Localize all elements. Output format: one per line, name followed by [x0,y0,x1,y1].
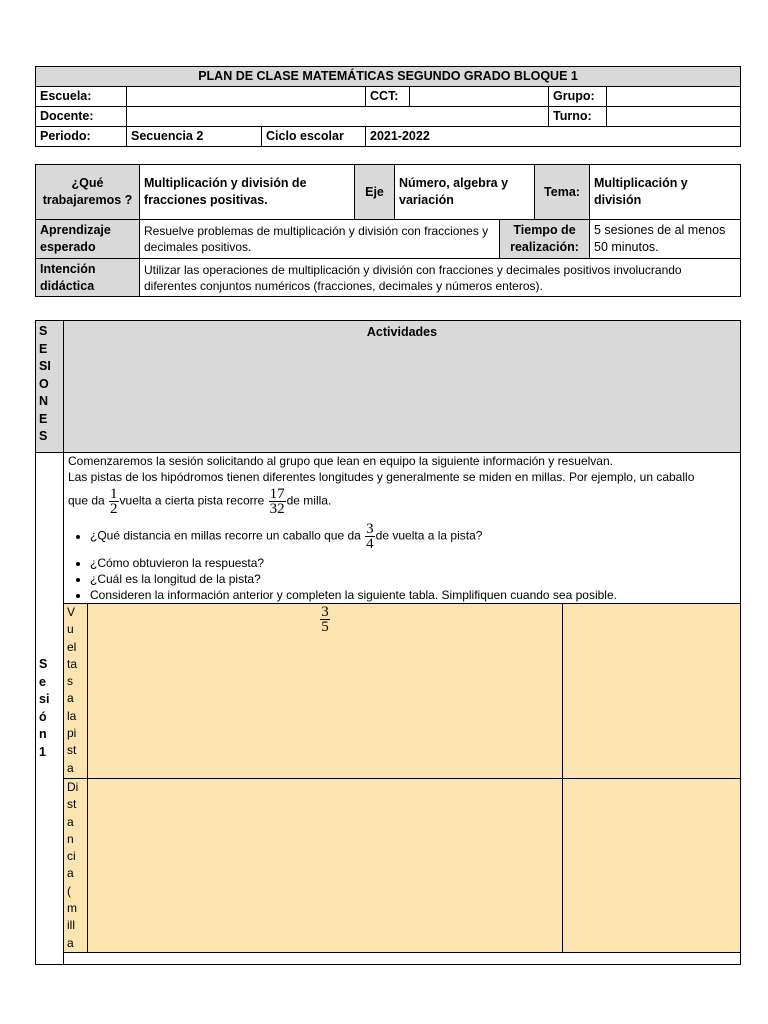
grupo-label: Grupo: [549,87,607,107]
vueltas-cell-1[interactable] [88,604,563,779]
ciclo-label: Ciclo escolar [262,127,366,147]
escuela-field[interactable] [127,87,366,107]
question-4: • Consideren la información anterior y completen la siguiente tabla. Simplifiquen cuando sea posible. [90,587,736,603]
intro-line-3: que da $\frac{1}{2}$ vuelta a cierta pista recorre $\frac{17}{32}$ de milla. [68,486,332,517]
tiempo-label: Tiempo de realización: [500,220,590,259]
periodo-value: Secuencia 2 [127,127,262,147]
docente-field[interactable] [127,107,549,127]
eje-value: Número, algebra y variación [395,165,535,220]
tiempo-value: 5 sesiones de al menos 50 minutos. [590,220,741,259]
que-label: ¿Qué trabajaremos ? [36,165,140,220]
question-1: • ¿Qué distancia en millas recorre un caballo que da $\frac{3}{4}$ de vuelta a la pista? [90,522,736,551]
intro-line-2: Las pistas de los hipódromos tienen diferentes longitudes y generalmente se miden en millas. Por ejemplo, un caballo [68,470,695,484]
intencion-label: Intención didáctica [36,259,140,297]
header-table [35,66,741,147]
docente-label: Docente: [36,107,127,127]
aprendizaje-label: Aprendizaje esperado [36,220,140,259]
turno-label: Turno: [549,107,607,127]
grupo-field[interactable] [607,87,741,107]
turno-field[interactable] [607,107,741,127]
que-value: Multiplicación y división de fracciones positivas. [140,165,355,220]
eje-label: Eje [355,165,395,220]
sesion-1-content [64,453,741,965]
aprendizaje-value: Resuelve problemas de multiplicación y división con fracciones y decimales positivos. [140,220,500,259]
distancia-cell-2[interactable] [563,779,741,953]
sesion-1-label: S e si ó n 1 [36,453,64,965]
question-2: • ¿Cómo obtuvieron la respuesta? [90,555,736,571]
cct-field[interactable] [410,87,549,107]
actividades-header: Actividades [64,321,741,453]
escuela-label: Escuela: [36,87,127,107]
row-distancia-label: Di st a n ci a ( m ill a [64,779,88,953]
vueltas-distancia-table [64,603,741,953]
sesiones-label: S E SI O N E S [36,321,64,453]
distancia-cell-1[interactable] [88,779,563,953]
tema-value: Multiplicación y división [590,165,741,220]
fraction-one-half: $\frac{1}{2}$ [110,486,118,517]
intro-line-1: Comenzaremos la sesión solicitando al grupo que lean en equipo la siguiente información y resuelvan. [68,454,613,468]
tema-label: Tema: [535,165,590,220]
vueltas-cell-2[interactable] [563,604,741,779]
fraction-3-5: $\frac{3}{5}$ [321,604,329,635]
fraction-17-32: $\frac{17}{32}$ [269,486,285,517]
cct-label: CCT: [366,87,410,107]
row-vueltas-label: V u el ta s a la pi st a [64,604,88,779]
info-table [35,164,741,297]
plan-title: PLAN DE CLASE MATEMÁTICAS SEGUNDO GRADO BLOQUE 1 [36,67,741,87]
fraction-3-4: $\frac{3}{4}$ [366,521,374,552]
periodo-label: Periodo: [36,127,127,147]
intencion-value: Utilizar las operaciones de multiplicación y división con fracciones y decimales positivos involucrando diferentes conjuntos numéricos (fracciones, decimales y números enteros). [140,259,741,297]
question-3: • ¿Cuál es la longitud de la pista? [90,571,736,587]
activities-table [35,320,741,965]
ciclo-value: 2021-2022 [366,127,741,147]
